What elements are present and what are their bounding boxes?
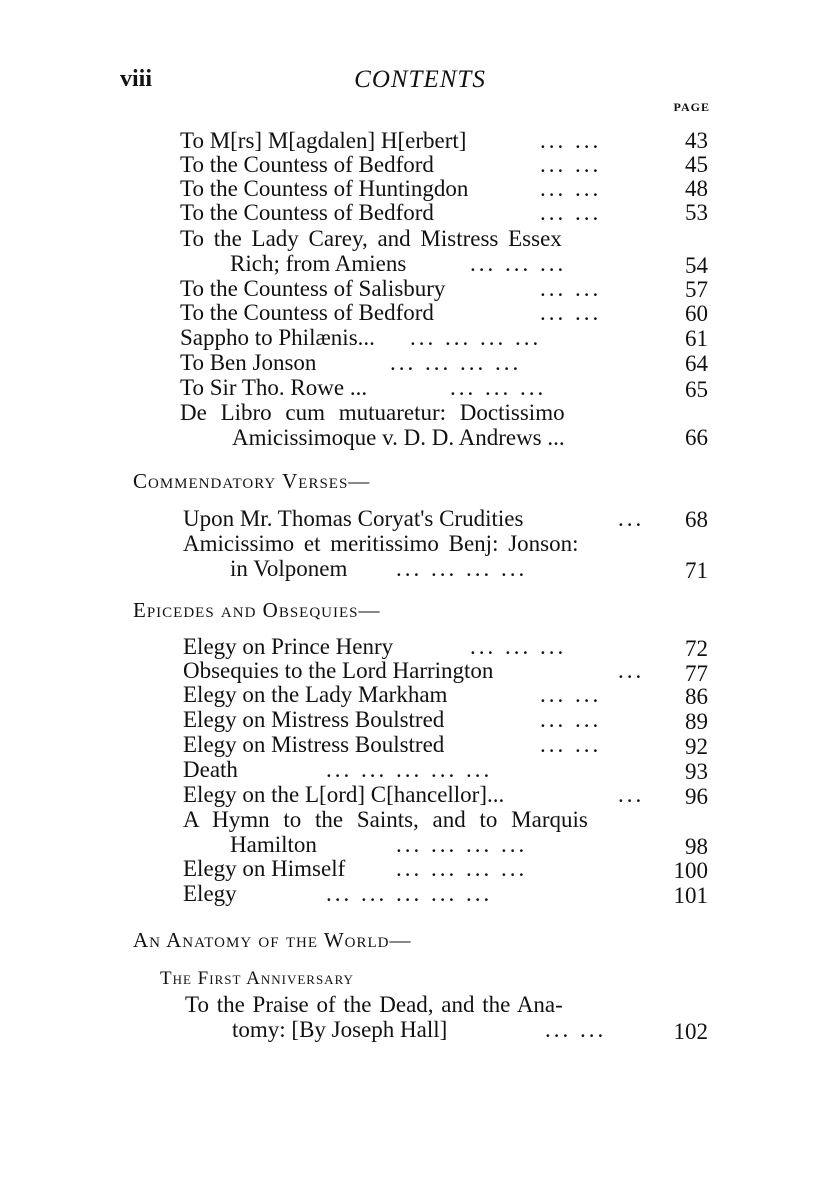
toc-entry-page: 57 — [685, 277, 708, 302]
toc-entry-page: 93 — [685, 759, 708, 784]
toc-leader: ... ... — [540, 128, 602, 153]
toc-entry-title: A Hymn to the Saints, and to Marquis — [183, 807, 588, 832]
toc-entry-page: 53 — [685, 200, 708, 225]
toc-leader: ... ... — [540, 732, 602, 757]
toc-entry-title: To M[rs] M[agdalen] H[erbert] — [180, 128, 467, 153]
toc-entry-title-continued: Hamilton — [230, 832, 317, 857]
toc-entry-title: De Libro cum mutuaretur: Doctissimo — [180, 400, 565, 425]
toc-entry-page: 101 — [673, 883, 708, 908]
toc-leader: ... ... ... ... ... — [326, 881, 493, 906]
section-heading: Epicedes and Obsequies— — [133, 598, 381, 622]
toc-leader: ... ... ... ... — [390, 350, 522, 375]
toc-leader: ... — [618, 782, 645, 807]
toc-entry-page: 61 — [685, 326, 708, 351]
toc-entry-title: To the Countess of Bedford — [180, 300, 434, 325]
toc-entry-page: 64 — [685, 351, 708, 376]
toc-leader: ... ... — [540, 276, 602, 301]
toc-entry-page: 54 — [685, 253, 708, 278]
toc-entry-page: 89 — [685, 709, 708, 734]
toc-entry-title-continued: tomy: [By Joseph Hall] — [232, 1017, 448, 1042]
toc-entry-title-continued: Amicissimoque v. D. D. Andrews ... — [232, 425, 565, 450]
toc-entry-title: Elegy on Prince Henry — [183, 634, 394, 659]
toc-leader: ... ... ... — [450, 375, 547, 400]
toc-entry-title: To the Praise of the Dead, and the Ana- — [185, 992, 563, 1017]
toc-entry-title: To the Countess of Huntingdon — [180, 176, 469, 201]
toc-leader: ... — [618, 506, 645, 531]
toc-leader: ... ... — [540, 152, 602, 177]
toc-entry-title: Elegy on Mistress Boulstred — [183, 707, 445, 732]
toc-leader: ... ... — [540, 682, 602, 707]
toc-leader: ... ... ... ... — [396, 856, 528, 881]
toc-entry-page: 65 — [685, 377, 708, 402]
toc-entry-page: 72 — [685, 636, 708, 661]
toc-entry-title: Amicissimo et meritissimo Benj: Jonson: — [183, 531, 579, 556]
toc-entry-page: 68 — [685, 507, 708, 532]
toc-leader: ... ... — [545, 1017, 607, 1042]
page-column-label: PAGE — [673, 100, 710, 114]
toc-entry-title: Obsequies to the Lord Harrington — [183, 658, 494, 683]
toc-entry-page: 98 — [685, 834, 708, 859]
toc-leader: ... ... ... ... ... — [326, 757, 493, 782]
section-heading: Commendatory Verses— — [133, 469, 371, 493]
toc-entry-title: To Sir Tho. Rowe ... — [180, 375, 368, 400]
toc-entry-page: 66 — [685, 425, 708, 450]
toc-entry-title-continued: Rich; from Amiens — [230, 251, 407, 276]
toc-entry-title: Elegy on the Lady Markham — [183, 682, 448, 707]
toc-entry-title: To the Countess of Salisbury — [180, 276, 446, 301]
toc-entry-title: Death — [183, 757, 238, 782]
toc-entry-title: Elegy on Himself — [183, 856, 346, 881]
toc-leader: ... ... ... ... — [410, 325, 542, 350]
toc-entry-title: To the Lady Carey, and Mistress Essex — [180, 226, 562, 251]
toc-leader: ... ... ... — [470, 251, 567, 276]
toc-entry-page: 43 — [685, 128, 708, 153]
toc-leader: ... ... — [540, 176, 602, 201]
toc-leader: ... ... — [540, 200, 602, 225]
toc-leader: ... ... — [540, 300, 602, 325]
toc-entry-page: 48 — [685, 176, 708, 201]
toc-entry-page: 100 — [673, 858, 708, 883]
toc-entry-page: 92 — [685, 734, 708, 759]
toc-entry-title: Sappho to Philænis... — [180, 325, 375, 350]
toc-entry-page: 77 — [685, 661, 708, 686]
toc-leader: ... ... ... ... — [396, 832, 528, 857]
toc-entry-page: 102 — [673, 1019, 708, 1044]
section-subheading: The First Anniversary — [160, 968, 354, 989]
toc-entry-title: To Ben Jonson — [180, 350, 317, 375]
folio: viii — [120, 66, 153, 92]
page-title: CONTENTS — [354, 66, 486, 93]
running-head — [120, 66, 720, 106]
toc-entry-page: 45 — [685, 152, 708, 177]
section-heading: An Anatomy of the World— — [133, 928, 412, 952]
toc-entry-title-continued: in Volponem — [230, 556, 348, 581]
toc-entry-title: Elegy on Mistress Boulstred — [183, 732, 445, 757]
toc-entry-title: To the Countess of Bedford — [180, 200, 434, 225]
toc-entry-title: Elegy — [183, 881, 237, 906]
toc-leader: ... ... ... — [470, 634, 567, 659]
toc-entry-page: 86 — [685, 684, 708, 709]
toc-entry-title: To the Countess of Bedford — [180, 152, 434, 177]
toc-leader: ... ... ... ... — [396, 556, 528, 581]
toc-leader: ... ... — [540, 707, 602, 732]
toc-leader: ... — [618, 658, 645, 683]
toc-entry-page: 96 — [685, 784, 708, 809]
toc-entry-title: Upon Mr. Thomas Coryat's Crudities — [183, 506, 524, 531]
toc-entry-page: 60 — [685, 301, 708, 326]
toc-entry-title: Elegy on the L[ord] C[hancellor]... — [183, 782, 505, 807]
toc-entry-page: 71 — [685, 558, 708, 583]
